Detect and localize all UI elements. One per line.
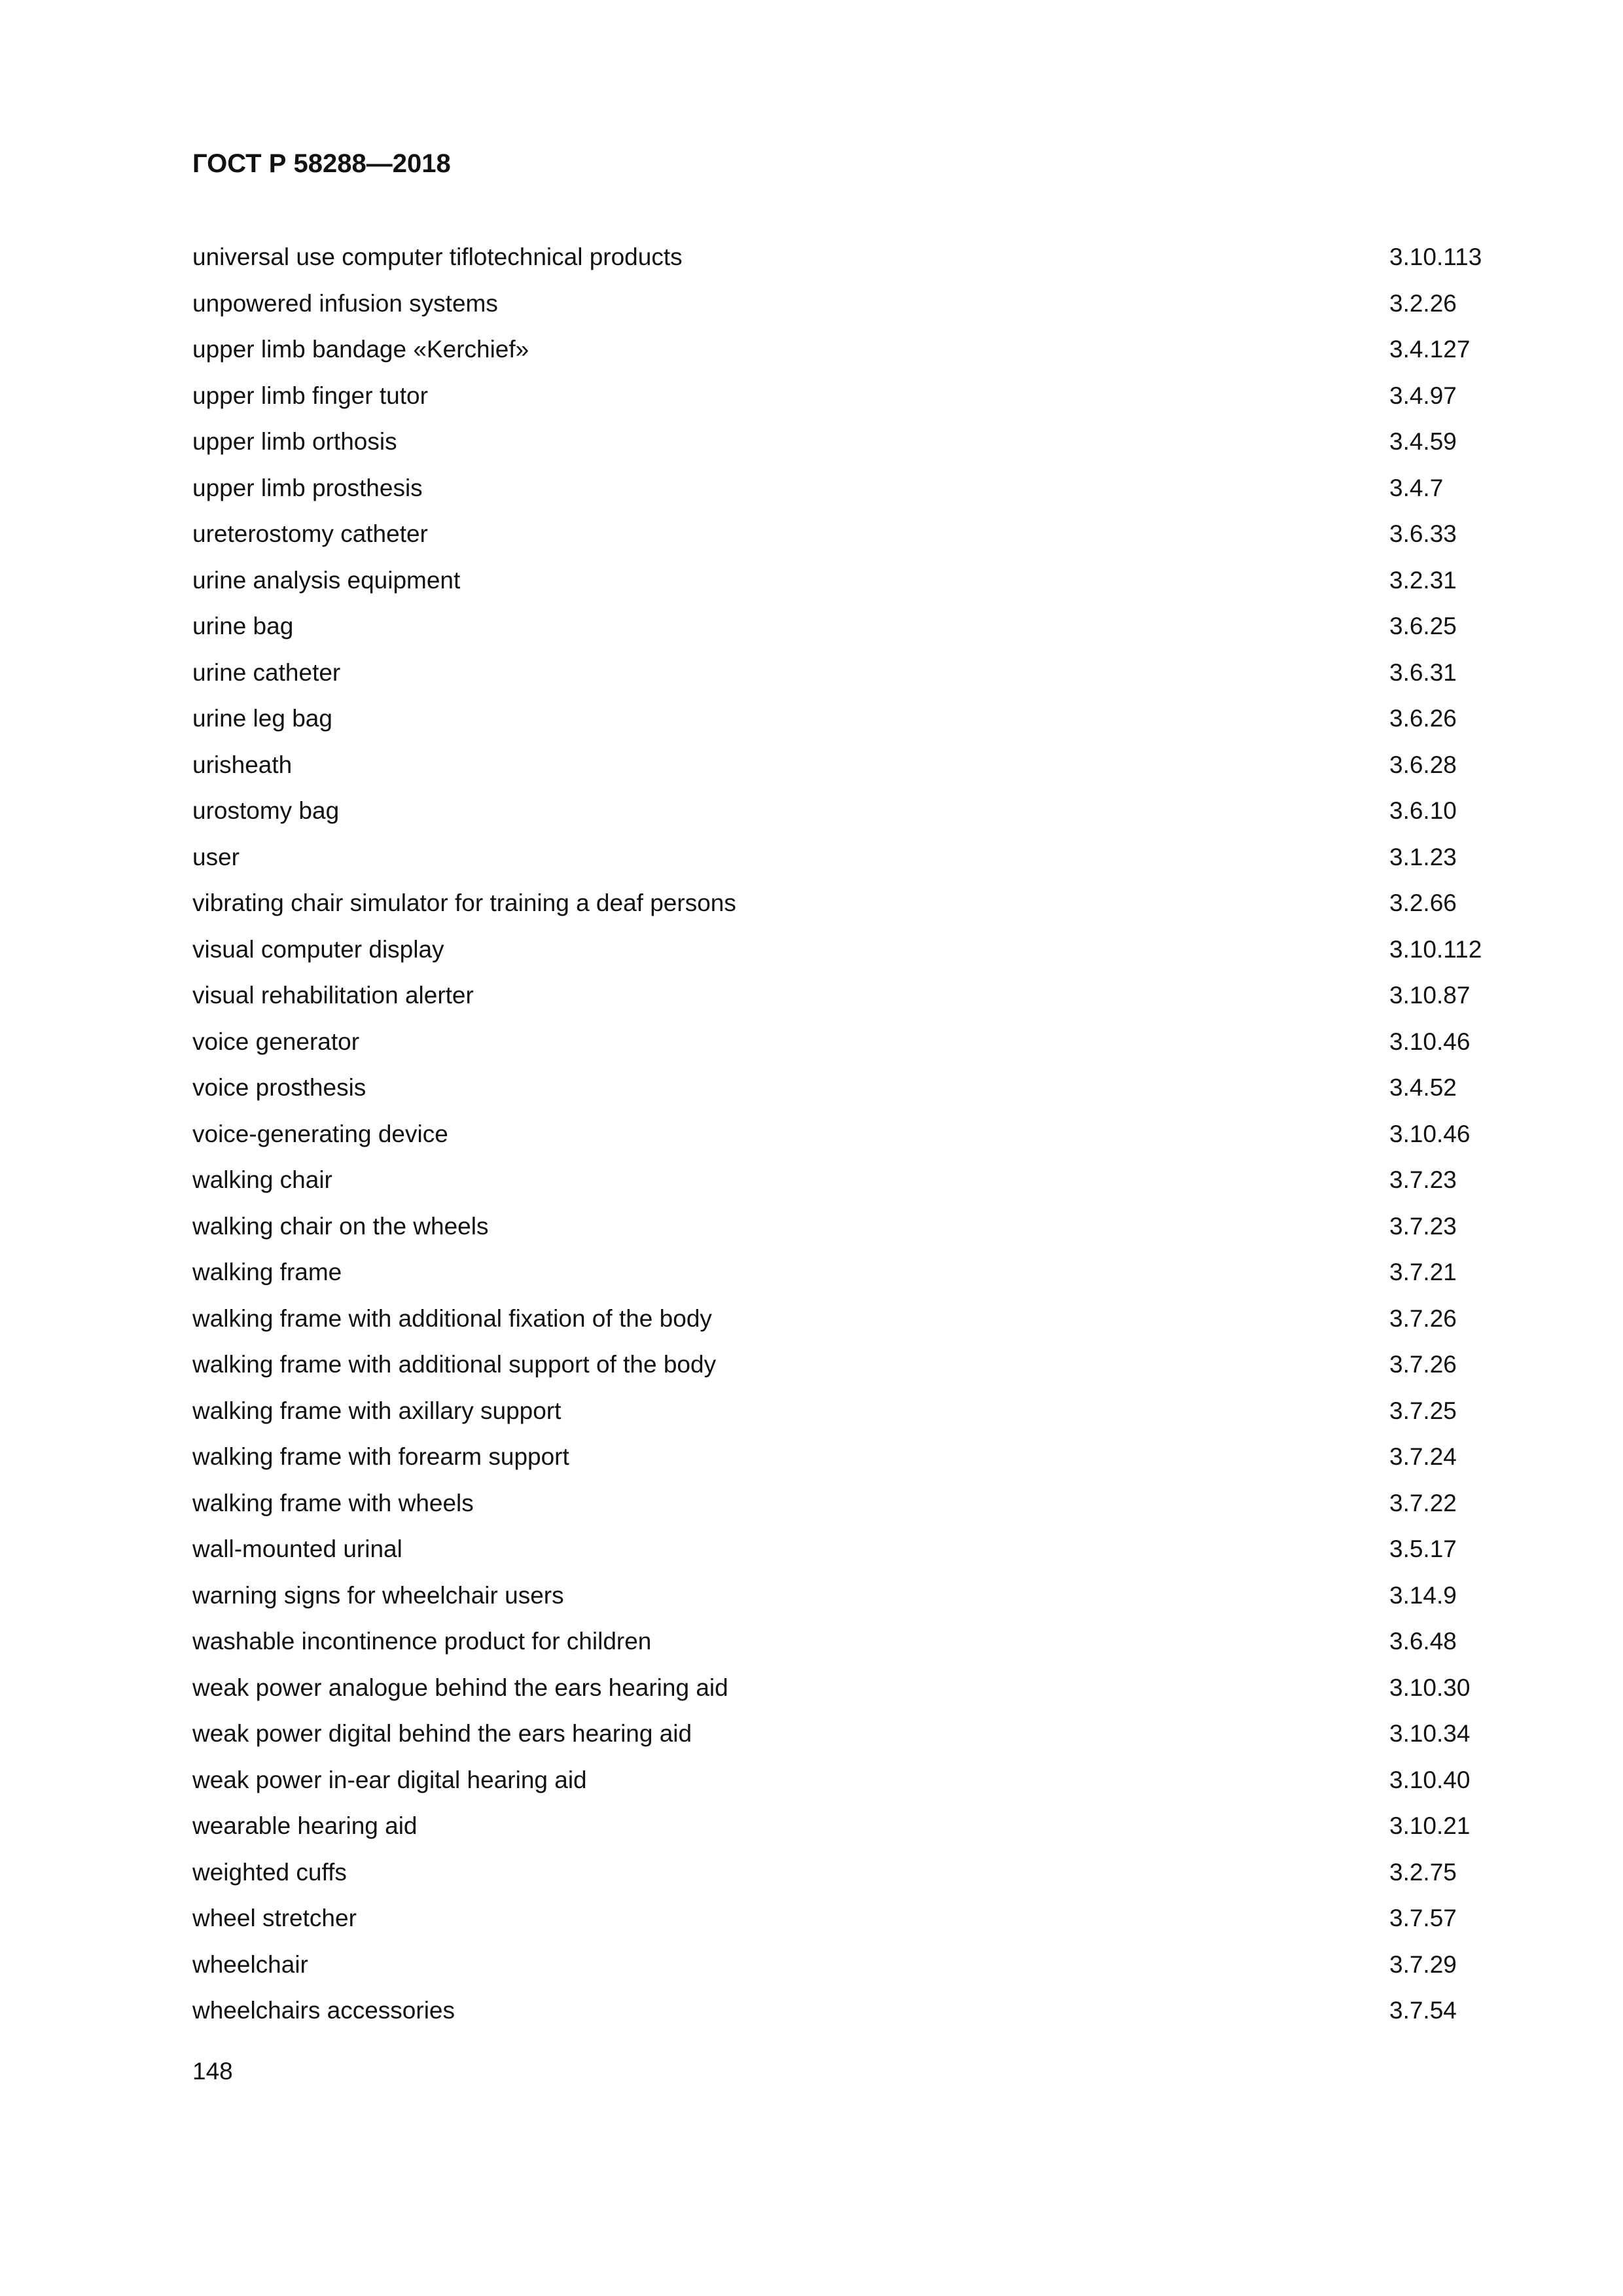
index-term: upper limb bandage «Kerchief»: [192, 336, 529, 363]
index-reference: 3.7.26: [1389, 1351, 1457, 1378]
index-term: walking chair: [192, 1166, 332, 1193]
index-reference: 3.10.21: [1389, 1812, 1471, 1839]
index-entry: [192, 1019, 1501, 1066]
index-list: [192, 234, 1501, 2034]
index-term: weak power in-ear digital hearing aid: [192, 1766, 587, 1793]
index-entry: [192, 696, 1501, 742]
index-entry: [192, 1204, 1501, 1250]
index-reference: 3.10.40: [1389, 1766, 1471, 1793]
index-entry: [192, 1619, 1501, 1665]
index-entry: [192, 603, 1501, 650]
index-term: vibrating chair simulator for training a deaf persons: [192, 889, 736, 916]
index-term: voice generator: [192, 1028, 360, 1055]
index-reference: 3.10.87: [1389, 982, 1471, 1009]
index-entry: [192, 788, 1501, 834]
document-header: ГОСТ Р 58288—2018: [192, 149, 451, 178]
index-term: wheelchair: [192, 1950, 308, 1978]
index-entry: [192, 650, 1501, 696]
index-reference: 3.4.127: [1389, 336, 1471, 363]
index-term: urine leg bag: [192, 705, 332, 732]
index-reference: 3.7.29: [1389, 1950, 1457, 1978]
index-entry: [192, 1342, 1501, 1388]
index-entry: [192, 281, 1501, 327]
index-entry: [192, 1065, 1501, 1111]
index-reference: 3.7.25: [1389, 1397, 1457, 1424]
index-term: visual computer display: [192, 935, 444, 963]
index-entry: [192, 1711, 1501, 1757]
index-entry: [192, 1388, 1501, 1435]
index-term: urisheath: [192, 751, 293, 778]
index-reference: 3.7.26: [1389, 1304, 1457, 1332]
index-entry: [192, 1111, 1501, 1158]
index-entry: [192, 1895, 1501, 1942]
index-term: wheelchairs accessories: [192, 1997, 455, 2024]
index-entry: [192, 1573, 1501, 1619]
index-entry: [192, 327, 1501, 373]
index-term: walking frame with additional support of the body: [192, 1351, 717, 1378]
index-reference: 3.7.24: [1389, 1443, 1457, 1470]
index-reference: 3.7.57: [1389, 1905, 1457, 1931]
index-reference: 3.6.48: [1389, 1628, 1457, 1655]
index-reference: 3.6.10: [1389, 797, 1457, 824]
index-reference: 3.7.23: [1389, 1212, 1457, 1240]
index-entry: [192, 880, 1501, 927]
index-entry: [192, 1803, 1501, 1850]
index-term: washable incontinence product for children: [192, 1628, 652, 1655]
index-term: walking frame with axillary support: [192, 1397, 562, 1424]
index-reference: 3.7.54: [1389, 1997, 1457, 2024]
index-reference: 3.7.21: [1389, 1259, 1457, 1285]
index-term: weak power analogue behind the ears hearing aid: [192, 1674, 728, 1701]
index-reference: 3.6.26: [1389, 705, 1457, 732]
index-term: walking frame with forearm support: [192, 1443, 569, 1470]
index-term: weighted cuffs: [192, 1858, 347, 1886]
index-entry: [192, 511, 1501, 558]
index-reference: 3.2.66: [1389, 889, 1457, 916]
index-reference: 3.5.17: [1389, 1535, 1457, 1562]
index-reference: 3.7.23: [1389, 1166, 1457, 1193]
index-term: upper limb orthosis: [192, 428, 397, 455]
index-reference: 3.4.7: [1389, 474, 1444, 501]
index-term: user: [192, 843, 240, 870]
index-entry: [192, 1249, 1501, 1296]
page-number: 148: [192, 2058, 233, 2085]
index-term: urine analysis equipment: [192, 566, 461, 594]
index-entry: [192, 373, 1501, 420]
index-entry: [192, 1665, 1501, 1712]
index-entry: [192, 973, 1501, 1019]
index-entry: [192, 1988, 1501, 2034]
index-reference: 3.2.26: [1389, 289, 1457, 317]
index-entry: [192, 419, 1501, 465]
index-entry: [192, 1480, 1501, 1527]
index-term: wheel stretcher: [192, 1905, 357, 1931]
index-term: universal use computer tiflotechnical products: [192, 243, 683, 270]
index-term: upper limb prosthesis: [192, 474, 423, 501]
index-reference: 3.6.28: [1389, 751, 1457, 778]
index-reference: 3.2.75: [1389, 1858, 1457, 1886]
index-reference: 3.2.31: [1389, 566, 1457, 594]
index-reference: 3.10.46: [1389, 1120, 1471, 1147]
index-term: urine bag: [192, 613, 294, 639]
index-term: ureterostomy catheter: [192, 520, 428, 547]
index-reference: 3.4.52: [1389, 1074, 1457, 1101]
index-term: visual rehabilitation alerter: [192, 982, 474, 1009]
index-term: unpowered infusion systems: [192, 289, 498, 317]
index-entry: [192, 742, 1501, 789]
index-term: walking frame: [192, 1259, 342, 1285]
index-term: urostomy bag: [192, 797, 340, 824]
index-reference: 3.1.23: [1389, 843, 1457, 870]
index-reference: 3.10.34: [1389, 1720, 1471, 1747]
index-entry: [192, 1434, 1501, 1480]
index-term: voice-generating device: [192, 1120, 448, 1147]
index-term: walking frame with additional fixation of the body: [192, 1304, 712, 1332]
index-reference: 3.6.31: [1389, 658, 1457, 686]
index-entry: [192, 558, 1501, 604]
index-term: voice prosthesis: [192, 1074, 366, 1101]
index-term: upper limb finger tutor: [192, 382, 428, 409]
index-entry: [192, 1296, 1501, 1342]
index-term: walking chair on the wheels: [192, 1212, 489, 1240]
index-entry: [192, 1942, 1501, 1988]
index-reference: 3.6.33: [1389, 520, 1457, 547]
index-term: wearable hearing aid: [192, 1812, 418, 1839]
index-reference: 3.14.9: [1389, 1581, 1457, 1609]
index-entry: [192, 1526, 1501, 1573]
index-term: warning signs for wheelchair users: [192, 1581, 564, 1609]
index-term: weak power digital behind the ears hearing aid: [192, 1720, 692, 1747]
index-reference: 3.10.113: [1389, 243, 1482, 270]
index-reference: 3.4.97: [1389, 382, 1457, 409]
index-reference: 3.10.112: [1389, 935, 1482, 963]
index-reference: 3.10.30: [1389, 1674, 1471, 1701]
index-term: wall-mounted urinal: [192, 1535, 402, 1562]
index-entry: [192, 234, 1501, 281]
index-entry: [192, 1757, 1501, 1804]
index-term: urine catheter: [192, 658, 341, 686]
index-reference: 3.7.22: [1389, 1489, 1457, 1516]
index-entry: [192, 1157, 1501, 1204]
index-entry: [192, 1850, 1501, 1896]
index-entry: [192, 465, 1501, 512]
index-entry: [192, 834, 1501, 881]
index-reference: 3.10.46: [1389, 1028, 1471, 1055]
index-term: walking frame with wheels: [192, 1489, 474, 1516]
index-entry: [192, 927, 1501, 973]
index-reference: 3.6.25: [1389, 613, 1457, 639]
index-reference: 3.4.59: [1389, 428, 1457, 455]
